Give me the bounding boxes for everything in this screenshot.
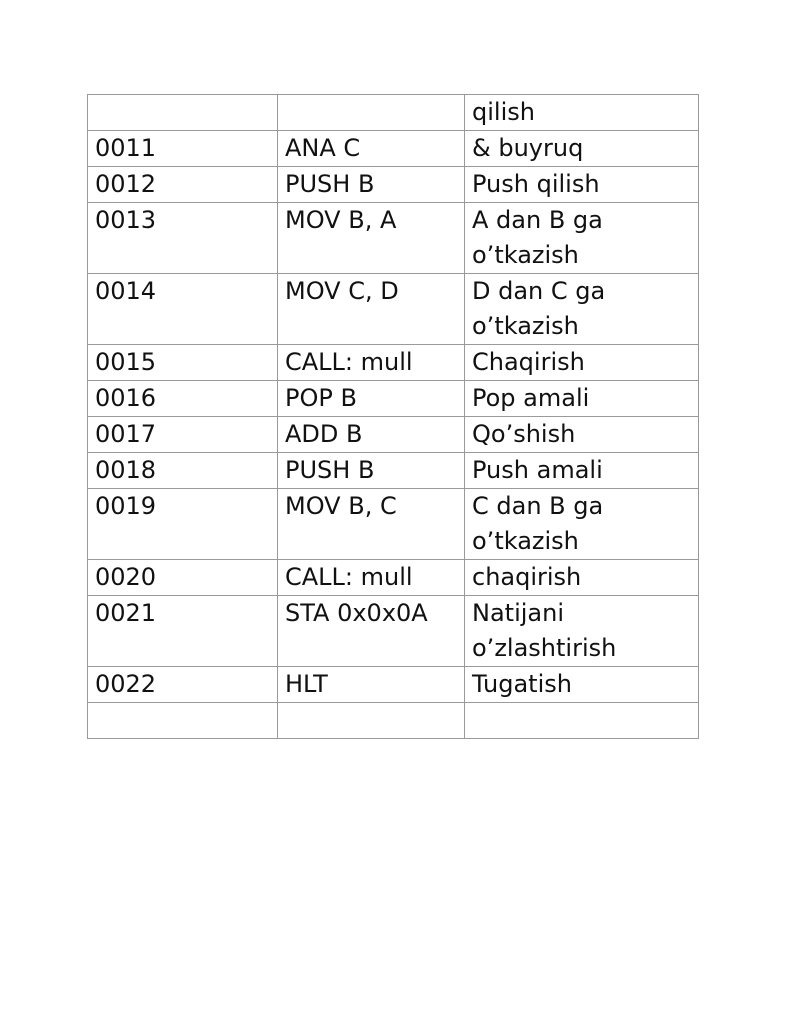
table-row xyxy=(88,596,699,667)
table-row xyxy=(88,345,699,381)
comment-cell xyxy=(465,667,699,703)
instruction-cell: HLT xyxy=(278,667,465,703)
instruction-cell: STA 0x0x0A xyxy=(278,596,465,667)
address-cell: 0022 xyxy=(88,667,278,703)
comment-line: D dan C ga xyxy=(472,277,606,305)
table-row xyxy=(88,489,699,560)
instruction-cell xyxy=(278,95,465,131)
comment-line: o’tkazish xyxy=(472,527,579,555)
address-cell: 0011 xyxy=(88,131,278,167)
comment-cell xyxy=(465,203,699,274)
address-cell: 0017 xyxy=(88,417,278,453)
comment-cell xyxy=(465,453,699,489)
table-row xyxy=(88,667,699,703)
comment-line: o’tkazish xyxy=(472,241,579,269)
comment-cell xyxy=(465,489,699,560)
comment-line: Chaqirish xyxy=(472,348,585,376)
instruction-cell: CALL: mull xyxy=(278,345,465,381)
table-row xyxy=(88,167,699,203)
table-row xyxy=(88,203,699,274)
comment-cell xyxy=(465,560,699,596)
address-cell: 0019 xyxy=(88,489,278,560)
address-cell xyxy=(88,703,278,739)
address-cell: 0018 xyxy=(88,453,278,489)
comment-line: o’zlashtirish xyxy=(472,634,617,662)
address-cell: 0021 xyxy=(88,596,278,667)
instruction-cell: PUSH B xyxy=(278,453,465,489)
comment-line: Tugatish xyxy=(472,670,572,698)
address-cell xyxy=(88,95,278,131)
comment-cell xyxy=(465,167,699,203)
table-row xyxy=(88,131,699,167)
comment-line: & buyruq xyxy=(472,134,584,162)
table-row xyxy=(88,95,699,131)
comment-cell xyxy=(465,417,699,453)
address-cell: 0016 xyxy=(88,381,278,417)
comment-line: Push qilish xyxy=(472,170,600,198)
instruction-cell: ANA C xyxy=(278,131,465,167)
instruction-cell: MOV B, A xyxy=(278,203,465,274)
comment-line: Qo’shish xyxy=(472,420,576,448)
address-cell: 0020 xyxy=(88,560,278,596)
comment-cell xyxy=(465,345,699,381)
comment-cell xyxy=(465,95,699,131)
address-cell: 0014 xyxy=(88,274,278,345)
table-row xyxy=(88,381,699,417)
instruction-cell: PUSH B xyxy=(278,167,465,203)
comment-cell xyxy=(465,381,699,417)
comment-line: Push amali xyxy=(472,456,603,484)
comment-line: A dan B ga xyxy=(472,206,603,234)
instruction-cell: MOV C, D xyxy=(278,274,465,345)
comment-line: o’tkazish xyxy=(472,312,579,340)
comment-cell xyxy=(465,131,699,167)
comment-line: Natijani xyxy=(472,599,564,627)
assembly-table xyxy=(87,94,699,739)
table-row xyxy=(88,453,699,489)
comment-line: Pop amali xyxy=(472,384,590,412)
address-cell: 0015 xyxy=(88,345,278,381)
table-row xyxy=(88,417,699,453)
comment-line: C dan B ga xyxy=(472,492,604,520)
instruction-cell: POP B xyxy=(278,381,465,417)
comment-line: chaqirish xyxy=(472,563,582,591)
instruction-cell: CALL: mull xyxy=(278,560,465,596)
address-cell: 0013 xyxy=(88,203,278,274)
instruction-cell: ADD B xyxy=(278,417,465,453)
address-cell: 0012 xyxy=(88,167,278,203)
table-row xyxy=(88,560,699,596)
instruction-cell xyxy=(278,703,465,739)
comment-cell xyxy=(465,274,699,345)
comment-line: qilish xyxy=(472,98,535,126)
table-row xyxy=(88,703,699,739)
instruction-cell: MOV B, C xyxy=(278,489,465,560)
comment-cell xyxy=(465,703,699,739)
table-row xyxy=(88,274,699,345)
comment-cell xyxy=(465,596,699,667)
assembly-table-body xyxy=(88,95,699,739)
